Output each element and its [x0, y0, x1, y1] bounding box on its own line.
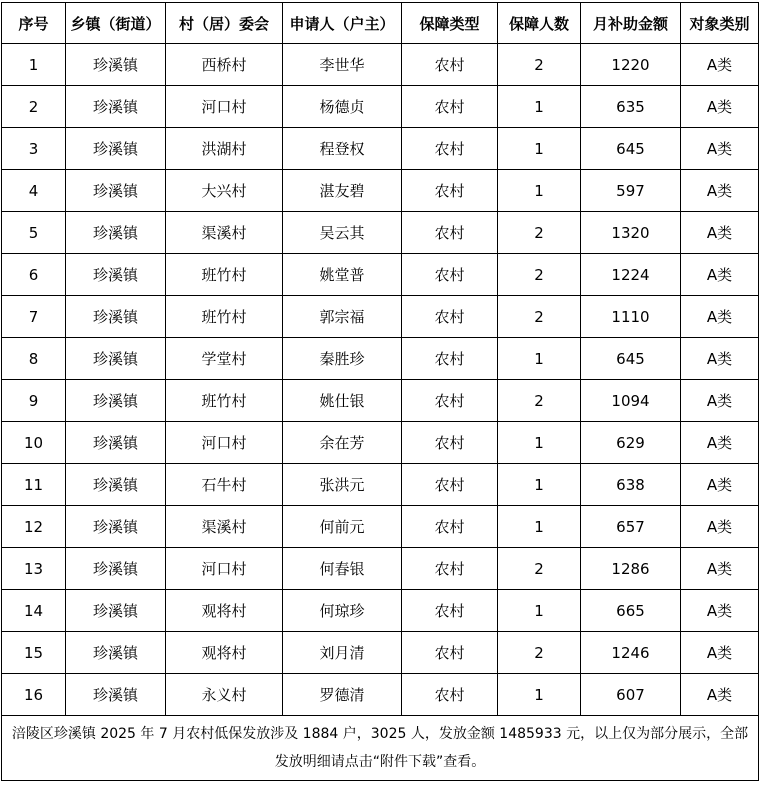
- serial-cell: 10: [2, 422, 66, 464]
- serial-cell: 5: [2, 212, 66, 254]
- table-row: [2, 44, 759, 86]
- applicant-cell: 刘月清: [283, 632, 402, 674]
- footer-note: 涪陵区珍溪镇 2025 年 7 月农村低保发放涉及 1884 户，3025 人，发放金额 1485933 元，以上仅为部分展示，全部发放明细请点击“附件下载”查看。: [2, 716, 759, 781]
- type-cell: 农村: [402, 548, 498, 590]
- table-row: [2, 590, 759, 632]
- table-body: [2, 44, 759, 716]
- type-cell: 农村: [402, 506, 498, 548]
- header-persons: 保障人数: [498, 3, 581, 44]
- amount-cell: 597: [581, 170, 681, 212]
- subsidy-table: [1, 2, 759, 781]
- table-row: [2, 464, 759, 506]
- category-cell: A类: [681, 212, 759, 254]
- amount-cell: 638: [581, 464, 681, 506]
- township-cell: 珍溪镇: [66, 212, 166, 254]
- township-cell: 珍溪镇: [66, 44, 166, 86]
- applicant-cell: 湛友碧: [283, 170, 402, 212]
- table-row: [2, 212, 759, 254]
- applicant-cell: 余在芳: [283, 422, 402, 464]
- village-cell: 大兴村: [166, 170, 283, 212]
- applicant-cell: 姚堂普: [283, 254, 402, 296]
- persons-cell: 1: [498, 128, 581, 170]
- township-cell: 珍溪镇: [66, 380, 166, 422]
- village-cell: 渠溪村: [166, 212, 283, 254]
- table-row: [2, 506, 759, 548]
- township-cell: 珍溪镇: [66, 254, 166, 296]
- persons-cell: 2: [498, 212, 581, 254]
- applicant-cell: 秦胜珍: [283, 338, 402, 380]
- applicant-cell: 郭宗福: [283, 296, 402, 338]
- township-cell: 珍溪镇: [66, 632, 166, 674]
- serial-cell: 4: [2, 170, 66, 212]
- amount-cell: 629: [581, 422, 681, 464]
- persons-cell: 2: [498, 254, 581, 296]
- township-cell: 珍溪镇: [66, 170, 166, 212]
- serial-cell: 16: [2, 674, 66, 716]
- footer-row: [2, 716, 759, 781]
- township-cell: 珍溪镇: [66, 296, 166, 338]
- persons-cell: 1: [498, 464, 581, 506]
- serial-cell: 7: [2, 296, 66, 338]
- serial-cell: 1: [2, 44, 66, 86]
- township-cell: 珍溪镇: [66, 506, 166, 548]
- category-cell: A类: [681, 422, 759, 464]
- amount-cell: 645: [581, 338, 681, 380]
- header-row: [2, 3, 759, 44]
- header-type: 保障类型: [402, 3, 498, 44]
- applicant-cell: 杨德贞: [283, 86, 402, 128]
- table-row: [2, 128, 759, 170]
- category-cell: A类: [681, 170, 759, 212]
- header-township: 乡镇（街道）: [66, 3, 166, 44]
- type-cell: 农村: [402, 212, 498, 254]
- persons-cell: 1: [498, 674, 581, 716]
- village-cell: 班竹村: [166, 254, 283, 296]
- amount-cell: 1220: [581, 44, 681, 86]
- township-cell: 珍溪镇: [66, 548, 166, 590]
- persons-cell: 2: [498, 632, 581, 674]
- table-row: [2, 86, 759, 128]
- category-cell: A类: [681, 254, 759, 296]
- category-cell: A类: [681, 464, 759, 506]
- serial-cell: 13: [2, 548, 66, 590]
- type-cell: 农村: [402, 128, 498, 170]
- village-cell: 学堂村: [166, 338, 283, 380]
- type-cell: 农村: [402, 296, 498, 338]
- persons-cell: 1: [498, 86, 581, 128]
- serial-cell: 3: [2, 128, 66, 170]
- township-cell: 珍溪镇: [66, 128, 166, 170]
- type-cell: 农村: [402, 464, 498, 506]
- table-row: [2, 674, 759, 716]
- category-cell: A类: [681, 506, 759, 548]
- category-cell: A类: [681, 632, 759, 674]
- table-row: [2, 254, 759, 296]
- persons-cell: 2: [498, 548, 581, 590]
- applicant-cell: 何前元: [283, 506, 402, 548]
- amount-cell: 1246: [581, 632, 681, 674]
- village-cell: 渠溪村: [166, 506, 283, 548]
- persons-cell: 1: [498, 170, 581, 212]
- category-cell: A类: [681, 674, 759, 716]
- header-amount: 月补助金额: [581, 3, 681, 44]
- type-cell: 农村: [402, 44, 498, 86]
- serial-cell: 2: [2, 86, 66, 128]
- township-cell: 珍溪镇: [66, 338, 166, 380]
- township-cell: 珍溪镇: [66, 590, 166, 632]
- category-cell: A类: [681, 44, 759, 86]
- serial-cell: 12: [2, 506, 66, 548]
- township-cell: 珍溪镇: [66, 674, 166, 716]
- header-village: 村（居）委会: [166, 3, 283, 44]
- category-cell: A类: [681, 338, 759, 380]
- persons-cell: 2: [498, 296, 581, 338]
- township-cell: 珍溪镇: [66, 422, 166, 464]
- persons-cell: 2: [498, 44, 581, 86]
- village-cell: 班竹村: [166, 380, 283, 422]
- persons-cell: 1: [498, 422, 581, 464]
- persons-cell: 1: [498, 590, 581, 632]
- type-cell: 农村: [402, 338, 498, 380]
- village-cell: 河口村: [166, 86, 283, 128]
- type-cell: 农村: [402, 422, 498, 464]
- village-cell: 班竹村: [166, 296, 283, 338]
- table-row: [2, 338, 759, 380]
- type-cell: 农村: [402, 674, 498, 716]
- table-row: [2, 296, 759, 338]
- applicant-cell: 李世华: [283, 44, 402, 86]
- header-serial: 序号: [2, 3, 66, 44]
- village-cell: 河口村: [166, 548, 283, 590]
- header-category: 对象类别: [681, 3, 759, 44]
- amount-cell: 1224: [581, 254, 681, 296]
- category-cell: A类: [681, 590, 759, 632]
- serial-cell: 11: [2, 464, 66, 506]
- amount-cell: 1286: [581, 548, 681, 590]
- applicant-cell: 姚仕银: [283, 380, 402, 422]
- table-row: [2, 632, 759, 674]
- village-cell: 观将村: [166, 632, 283, 674]
- village-cell: 河口村: [166, 422, 283, 464]
- township-cell: 珍溪镇: [66, 464, 166, 506]
- applicant-cell: 吴云其: [283, 212, 402, 254]
- applicant-cell: 何春银: [283, 548, 402, 590]
- amount-cell: 607: [581, 674, 681, 716]
- table-row: [2, 422, 759, 464]
- applicant-cell: 何琼珍: [283, 590, 402, 632]
- applicant-cell: 张洪元: [283, 464, 402, 506]
- table-row: [2, 380, 759, 422]
- persons-cell: 1: [498, 338, 581, 380]
- applicant-cell: 罗德清: [283, 674, 402, 716]
- serial-cell: 6: [2, 254, 66, 296]
- type-cell: 农村: [402, 590, 498, 632]
- village-cell: 石牛村: [166, 464, 283, 506]
- amount-cell: 645: [581, 128, 681, 170]
- type-cell: 农村: [402, 254, 498, 296]
- table-row: [2, 170, 759, 212]
- amount-cell: 635: [581, 86, 681, 128]
- amount-cell: 1094: [581, 380, 681, 422]
- header-applicant: 申请人（户主）: [283, 3, 402, 44]
- type-cell: 农村: [402, 86, 498, 128]
- table-row: [2, 548, 759, 590]
- amount-cell: 665: [581, 590, 681, 632]
- type-cell: 农村: [402, 380, 498, 422]
- village-cell: 观将村: [166, 590, 283, 632]
- amount-cell: 657: [581, 506, 681, 548]
- category-cell: A类: [681, 296, 759, 338]
- category-cell: A类: [681, 128, 759, 170]
- category-cell: A类: [681, 548, 759, 590]
- persons-cell: 1: [498, 506, 581, 548]
- category-cell: A类: [681, 86, 759, 128]
- serial-cell: 15: [2, 632, 66, 674]
- village-cell: 洪湖村: [166, 128, 283, 170]
- serial-cell: 8: [2, 338, 66, 380]
- serial-cell: 14: [2, 590, 66, 632]
- amount-cell: 1320: [581, 212, 681, 254]
- type-cell: 农村: [402, 632, 498, 674]
- type-cell: 农村: [402, 170, 498, 212]
- category-cell: A类: [681, 380, 759, 422]
- village-cell: 永义村: [166, 674, 283, 716]
- amount-cell: 1110: [581, 296, 681, 338]
- serial-cell: 9: [2, 380, 66, 422]
- applicant-cell: 程登权: [283, 128, 402, 170]
- persons-cell: 2: [498, 380, 581, 422]
- township-cell: 珍溪镇: [66, 86, 166, 128]
- village-cell: 西桥村: [166, 44, 283, 86]
